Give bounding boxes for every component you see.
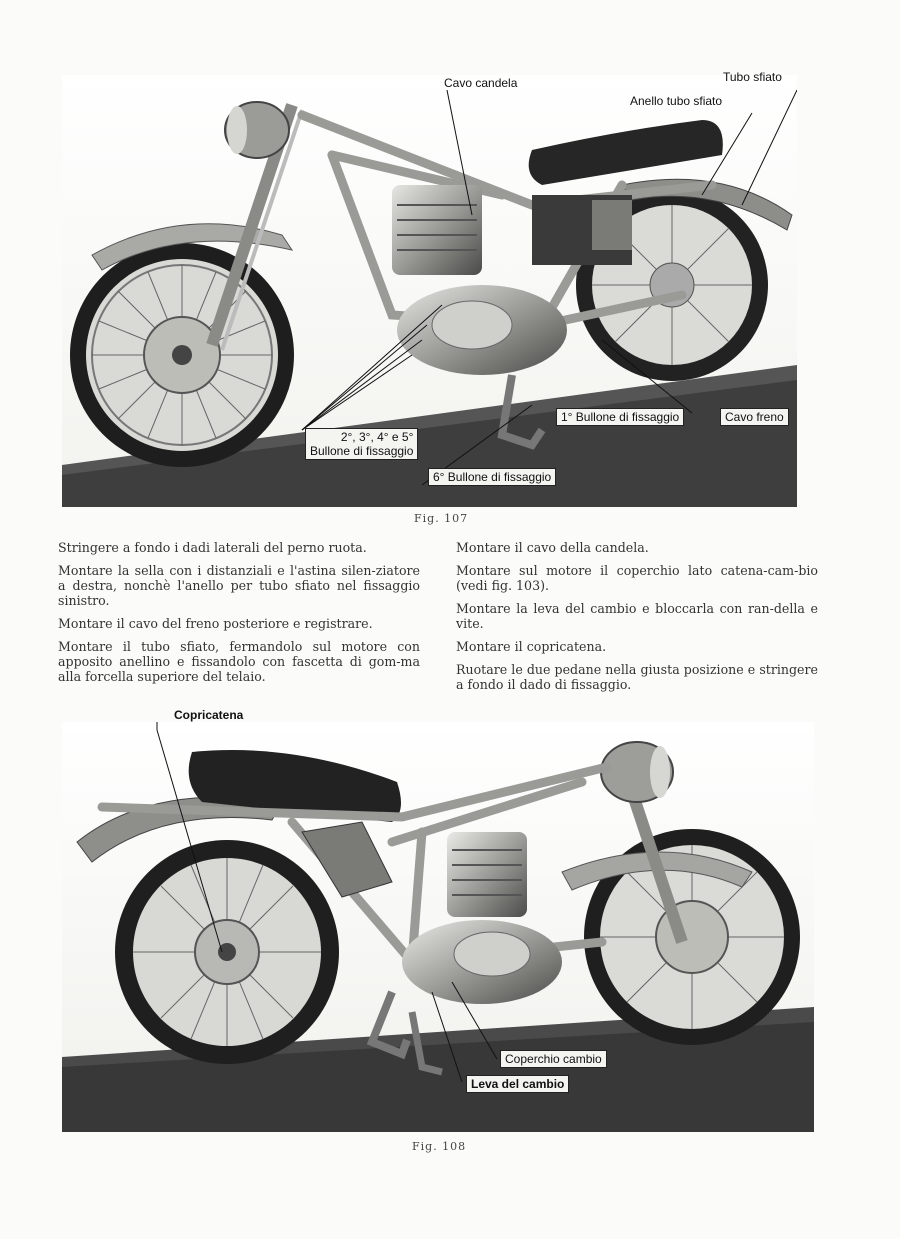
paragraph: Montare la leva del cambio e bloccarla con ran-della e vite. (456, 601, 818, 631)
label-coperchio-cambio: Coperchio cambio (500, 1050, 607, 1068)
motorcycle-photo-fig108 (62, 722, 814, 1132)
front-wheel (70, 243, 294, 467)
label-bulloni-2-5-line1: 2°, 3°, 4° e 5° (340, 430, 414, 444)
label-copricatena: Copricatena (174, 708, 244, 722)
figure-caption-107: Fig. 107 (414, 512, 469, 525)
label-bullone-6: 6° Bullone di fissaggio (428, 468, 556, 486)
label-leva-cambio: Leva del cambio (466, 1075, 569, 1093)
label-bullone-1: 1° Bullone di fissaggio (556, 408, 684, 426)
label-anello-tubo-sfiato: Anello tubo sfiato (630, 94, 723, 108)
label-bulloni-2-5 (305, 428, 418, 460)
paragraph: Montare sul motore il coperchio lato catena-cam-bio (vedi fig. 103). (456, 563, 818, 593)
rear-wheel (115, 840, 339, 1064)
instructions-right-column (456, 540, 818, 700)
instructions-left-column (58, 540, 420, 692)
paragraph: Montare il tubo sfiato, fermandolo sul motore con apposito anellino e fissandolo con fascetta di gom-ma alla forcella superiore del telaio. (58, 639, 420, 684)
label-cavo-freno: Cavo freno (720, 408, 789, 426)
motorcycle-photo-fig107 (62, 75, 797, 507)
paragraph: Montare il copricatena. (456, 639, 607, 654)
paragraph: Montare la sella con i distanziali e l'astina silen-ziatore a destra, nonchè l'anello per tubo sfiato nel fissaggio sinistro. (58, 563, 420, 608)
paragraph: Montare il cavo della candela. (456, 540, 649, 555)
motorcycle-left-side-illustration (62, 722, 814, 1132)
label-cavo-candela: Cavo candela (444, 76, 518, 90)
paragraph: Montare il cavo del freno posteriore e registrare. (58, 616, 373, 631)
figure-caption-108: Fig. 108 (412, 1140, 467, 1153)
paragraph: Ruotare le due pedane nella giusta posizione e stringere a fondo il dado di fissaggio. (456, 662, 818, 692)
label-bulloni-2-5-line2: Bullone di fissaggio (310, 444, 414, 458)
paragraph: Stringere a fondo i dadi laterali del perno ruota. (58, 540, 367, 555)
label-tubo-sfiato: Tubo sfiato (723, 70, 782, 84)
motorcycle-right-side-illustration (62, 75, 797, 507)
